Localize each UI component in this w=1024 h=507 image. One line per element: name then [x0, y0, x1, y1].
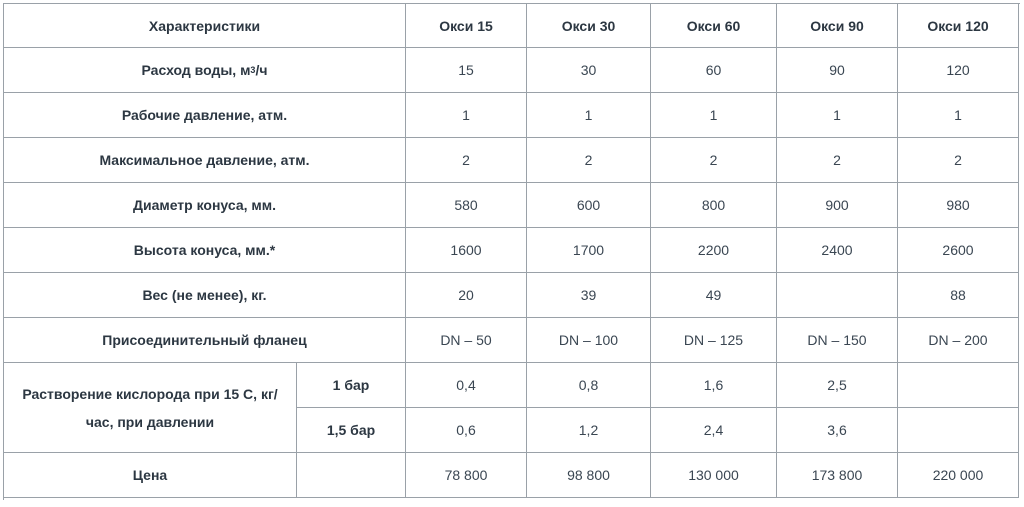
pressure-label: 1,5 бар	[297, 408, 406, 453]
table-cell	[777, 273, 898, 318]
table-cell	[898, 363, 1019, 408]
table-cell: 20	[406, 273, 527, 318]
table-cell: 900	[777, 183, 898, 228]
row-label-water-flow: Расход воды, м 3 /ч	[4, 48, 406, 93]
row-label-cone-height: Высота конуса, мм.*	[4, 228, 406, 273]
table-cell: 800	[651, 183, 777, 228]
table-cell: 580	[406, 183, 527, 228]
table-cell: 2,4	[651, 408, 777, 453]
table-cell: 1600	[406, 228, 527, 273]
table-cell: 173 800	[777, 453, 898, 498]
table-cell: 1	[651, 93, 777, 138]
row-label-working-pressure: Рабочие давление, атм.	[4, 93, 406, 138]
table-cell: 15	[406, 48, 527, 93]
table-cell: 0,4	[406, 363, 527, 408]
table-cell: DN – 150	[777, 318, 898, 363]
table-cell: 1	[527, 93, 651, 138]
row-label-price: Цена	[4, 453, 297, 498]
table-cell: 1,2	[527, 408, 651, 453]
table-cell: 78 800	[406, 453, 527, 498]
table-cell: 0,6	[406, 408, 527, 453]
header-characteristics: Характеристики	[4, 4, 406, 48]
table-cell: 2400	[777, 228, 898, 273]
header-model: Окси 120	[898, 4, 1019, 48]
row-label-cone-diameter: Диаметр конуса, мм.	[4, 183, 406, 228]
table-cell: 2,5	[777, 363, 898, 408]
table-cell: DN – 100	[527, 318, 651, 363]
row-label-oxygen-dissolution: Растворение кислорода при 15 С, кг/час, при давлении	[4, 363, 297, 453]
table-cell: 130 000	[651, 453, 777, 498]
table-cell: 980	[898, 183, 1019, 228]
water-flow-label-text: Расход воды, м	[141, 62, 251, 78]
table-cell: 2	[651, 138, 777, 183]
table-cell: 1	[898, 93, 1019, 138]
table-cell: 2600	[898, 228, 1019, 273]
table-cell: 600	[527, 183, 651, 228]
table-cell: 2	[406, 138, 527, 183]
table-cell: 2200	[651, 228, 777, 273]
row-label-max-pressure: Максимальное давление, атм.	[4, 138, 406, 183]
table-cell: 2	[527, 138, 651, 183]
empty-cell	[297, 453, 406, 498]
table-cell: 1	[406, 93, 527, 138]
table-cell: 90	[777, 48, 898, 93]
table-cell: DN – 200	[898, 318, 1019, 363]
table-cell: 60	[651, 48, 777, 93]
table-cell: 1,6	[651, 363, 777, 408]
table-cell: 39	[527, 273, 651, 318]
table-cell: 30	[527, 48, 651, 93]
header-model: Окси 15	[406, 4, 527, 48]
row-label-weight: Вес (не менее), кг.	[4, 273, 406, 318]
table-cell: 220 000	[898, 453, 1019, 498]
table-cell: 88	[898, 273, 1019, 318]
specs-table	[3, 3, 1020, 500]
table-cell: 2	[898, 138, 1019, 183]
table-cell: 3,6	[777, 408, 898, 453]
header-model: Окси 30	[527, 4, 651, 48]
header-model: Окси 60	[651, 4, 777, 48]
water-flow-label-unit: /ч	[255, 62, 268, 78]
table-cell	[898, 408, 1019, 453]
table-cell: 2	[777, 138, 898, 183]
table-cell: 1700	[527, 228, 651, 273]
table-cell: DN – 125	[651, 318, 777, 363]
table-cell: 49	[651, 273, 777, 318]
pressure-label: 1 бар	[297, 363, 406, 408]
table-cell: 1	[777, 93, 898, 138]
table-cell: 120	[898, 48, 1019, 93]
table-cell: DN – 50	[406, 318, 527, 363]
table-cell: 98 800	[527, 453, 651, 498]
header-model: Окси 90	[777, 4, 898, 48]
table-cell: 0,8	[527, 363, 651, 408]
row-label-flange: Присоединительный фланец	[4, 318, 406, 363]
